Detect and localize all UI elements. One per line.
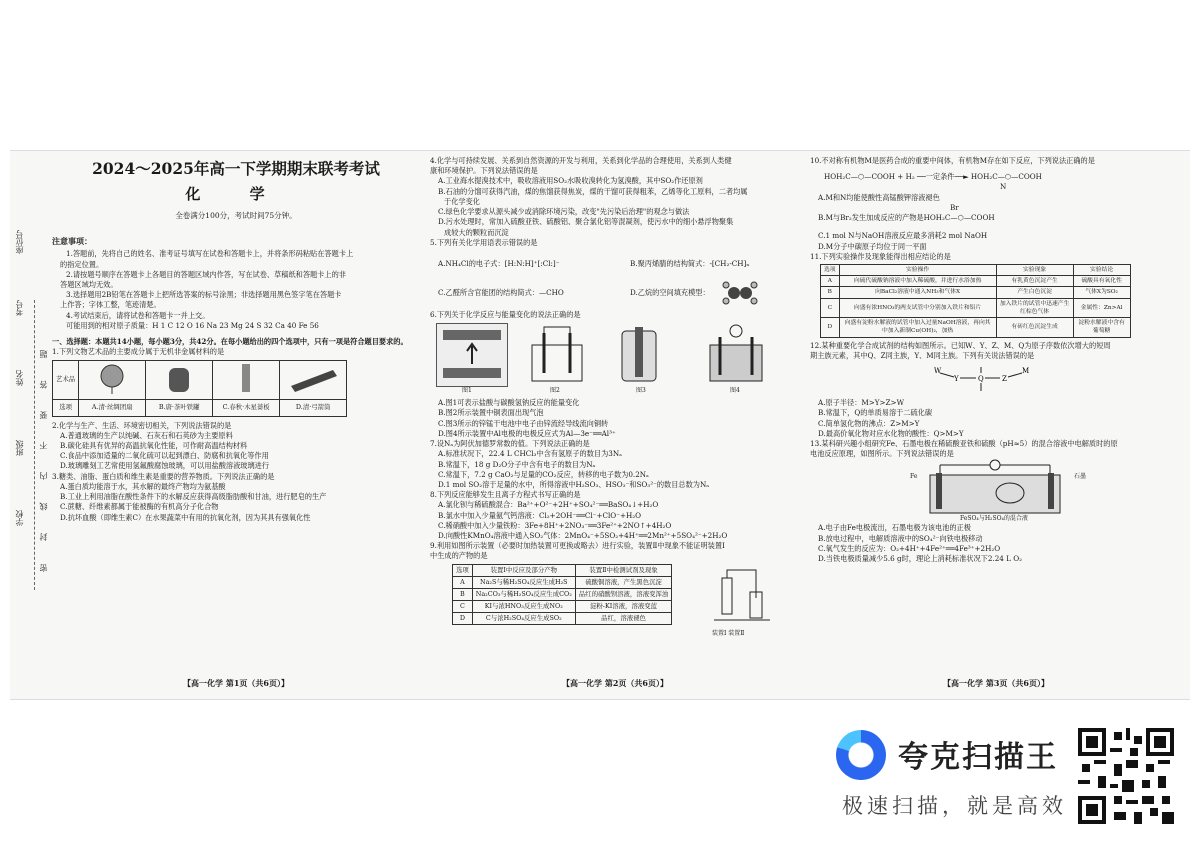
svg-text:Z: Z [1002,374,1007,383]
artifact-jar-image [146,361,213,399]
q2-option: D.玻璃雕刻工艺常使用氢氟酸腐蚀玻璃，可以用盐酸溶液玻璃进行 [60,461,270,471]
question-9-cont: 中生成的产物的是 [430,551,488,561]
q5-option-a: A.NH₄Cl的电子式：[H:N:H]⁺[:Cl:]⁻ [438,258,560,268]
margin-label-school: 学校 [15,510,24,526]
q12-structure-diagram [930,361,1040,395]
q4-option: 成较大的颗粒而沉淀 [444,227,509,237]
q9-header-option: 选项 [453,564,473,576]
question-9: 9.利用如图所示装置（必要时加热装置可更换或略去）进行实验，装置Ⅱ中现象不能证明装置Ⅰ [430,541,725,551]
q9-header-detection: 装置Ⅱ中检测试剂及现象 [575,564,671,576]
note-line: 的指定位置。 [60,259,104,269]
q13-option: B.放电过程中，电解质溶液中的SO₄²⁻向铁电极移动 [818,533,983,543]
q9-table [452,564,672,625]
q11-header: 实验现象 [996,264,1073,275]
q5-option-c: C.乙醛所含官能团的结构简式：—CHO [438,287,564,297]
q12-option: A.原子半径：M>Y>Z>W [818,398,904,408]
q7-option: C.常温下，7.2 g CaO₂与足量的CO₂反应，转移的电子数为0.2Nₐ [438,469,649,479]
fig-4-label: 图4 [730,386,740,394]
page-1-footer: 【高一化学 第1页（共6页）】 [183,678,289,688]
q11-header: 选项 [821,264,840,275]
fig-1-label: 图1 [462,386,472,394]
apparatus-label: 装置Ⅰ 装置Ⅱ [712,629,745,637]
q9-cell: C [453,600,473,612]
question-2: 2.化学与生产、生活、环境密切相关，下列说法错误的是 [52,420,232,430]
q8-option: B.氯水中加入少量氨气钙溶液：Cl₂+2OH⁻══Cl⁻+ClO⁻+H₂O [438,510,642,520]
q2-option: A.普通玻璃的生产以纯碱、石灰石和石英砂为主要原料 [60,430,233,440]
q10-option-b: B.M与Br₂发生加成反应的产物是HOH₂C—⬡—COOH [818,213,995,223]
q5-options-row2 [430,280,800,308]
q3-option: C.蔗糖、纤维素都属于能被酶的有机高分子化合物 [60,502,219,512]
question-6: 6.下列关于化学反应与能量变化的说法正确的是 [430,309,581,319]
q6-option: B.图2所示装置中铜表面出现气泡 [438,408,544,418]
q4-option: 于化学变化 [444,196,480,206]
svg-text:W: W [934,366,942,375]
note-line: 2.请按题号顺序在答题卡上各题目的答题区域内作答，写在试卷、草稿纸和答题卡上的非 [66,269,346,279]
question-4: 4.化学与可持续发展、关系到自然资源的开发与利用，关系到化学品的合理使用，关系到人类健 [430,156,732,165]
q11-header: 实验操作 [839,264,996,275]
page-1 [52,156,420,523]
page-3-footer: 【高一化学 第3页（共6页）】 [943,678,1049,688]
brand-name: 夸克扫描王 [898,740,1058,775]
q11-header: 实验结论 [1073,264,1130,275]
page-2 [430,156,800,642]
q9-cell: 品红，溶液褪色 [575,613,671,625]
seal-text: 密 封 线 内 不 要 答 题 [39,340,48,572]
q8-option: C.稀硝酸中加入少量铁粉：3Fe+8H⁺+2NO₃⁻══3Fe²⁺+2NO↑+4H₂O [438,520,672,530]
electrolysis-cell-figure [696,323,776,385]
exam-subject: 化 学 [185,185,287,203]
energy-diagram-figure [436,323,508,387]
q6-option: D.图4所示装置中Al电极的电极反应式为Al—3e⁻══Al³⁺ [438,428,616,438]
q5-option-d: D.乙烷的空间填充模型： [630,287,710,297]
q13-figure [810,459,1182,523]
q4-option: A.工业海水提溴技术中，吸收溶液用SO₂水吸收溴转化为氢溴酸，其中SO₂作还原剂 [438,176,703,186]
q4-option: D.污水处理时，常加入硫酸亚铁、硫酸铝、聚合氯化铝等混凝剂，使污水中的细小悬浮物聚集 [438,217,734,227]
q11-cell: 向硫代硫酸钠溶液中加入稀硫酸，并进行水浴加热 [839,276,996,287]
q11-cell: 淀粉水解液中含有葡萄糖 [1073,318,1130,337]
q10-option-d: D.M分子中碳原子均位于同一平面 [818,241,927,251]
q13-fe-label: Fe [910,473,918,481]
fig-3-label: 图3 [636,386,646,394]
q13-solution-label: FeSO₄与H₂SO₄的混合液 [960,515,1028,523]
atomic-masses: 可能用到的相对原子质量：H 1 C 12 O 16 Na 23 Mg 24 S 32 Ca 40 Fe 56 [66,320,319,330]
q11-cell: 产生白色沉淀 [996,287,1073,298]
q9-block [430,562,800,642]
q9-cell: B [453,588,473,600]
galvanic-cell-figure [522,323,592,385]
q1-option-c: C.春秋·木星蔷板 [213,399,280,416]
q9-cell: 品红的硝酸钡溶液，溶液变浑浊 [575,588,671,600]
q3-option: A.蛋白质均能溶于水，其水解的最终产物均为氨基酸 [60,481,226,491]
q6-option: A.图1可表示盐酸与碳酸氢钠反应的能量变化 [438,398,580,408]
dry-cell-figure [608,323,678,385]
q10-option-c: C.1 mol N与NaOH溶液反应最多消耗2 mol NaOH [818,231,988,241]
q11-cell: 硫酸具有氧化性 [1073,276,1130,287]
q10-product-label: N [1000,182,1007,192]
q9-header-reaction: 装置Ⅰ中反应及部分产物 [472,564,575,576]
q1-row-label: 艺术品 [53,361,79,399]
binding-margin [14,230,48,590]
ethane-model-icon [720,280,760,306]
question-7: 7.设Nₐ为阿伏加德罗常数的值。下列说法正确的是 [430,439,590,449]
q5-options-row1 [430,250,800,278]
q11-cell: C [821,298,840,317]
q10-equation: HOH₂C—⬡—COOH + H₂ ──一定条件──► HOH₂C—⬡—COOH [824,172,1042,182]
question-13: 13.某科研兴趣小组研究Fe、石墨电极在稀硫酸亚铁和硫酸（pH≈5）的混合溶液中电解质时的原 [810,439,1118,449]
note-line: 上作答；字体工整，笔迹清楚。 [60,300,161,310]
q9-cell: 硫酸铜溶液，产生黑色沉淀 [575,576,671,588]
artifact-fan-image [79,361,146,399]
q10-option-a: A.M和N均能使酸性高锰酸钾溶液褪色 [818,192,940,202]
q12-option: B.常温下，Q的单质易溶于二硫化碳 [818,408,933,418]
q11-cell: 气体X为SO₂ [1073,287,1130,298]
q6-option: C.图3所示的锌锰干电池中电子由锌流经导线流向铜转 [438,418,609,428]
page-2-footer: 【高一化学 第2页（共6页）】 [562,678,668,688]
q12-option: C.简单氢化物的沸点：Z>M>Y [818,418,920,428]
question-3: 3.糖类、油脂、蛋白质和维生素是重要的营养物质。下列说法正确的是 [52,471,275,481]
brand-slogan: 极速扫描，就是高效 [842,794,1067,818]
question-4-cont: 康和环境保护。下列说法错误的是 [430,166,538,176]
q8-option: A.氯化钡与稀硫酸混合：Ba²⁺+O²⁻+2H⁺+SO₄²⁻══BaSO₄↓+H₂O [438,500,659,510]
question-12-cont: 期主族元素，其中Q、Z同主族，Y、M同主族。下列有关说法错误的是 [810,350,1035,360]
q1-option-b: B.唐·茶叶铁罐 [146,399,213,416]
q3-option: B.工业上利用油脂在酸性条件下的水解反应获得高级脂肪酸和甘油，进行肥皂的生产 [60,492,327,502]
quark-logo-icon [836,730,886,780]
q8-option: D.向酸性KMnO₄溶液中通入SO₂气体：2MnO₄⁻+5SO₂+4H⁺══2Mn²⁺+5SO₄²⁻+2H₂O [438,531,728,541]
note-line: 1.答题前，先将自己的姓名、准考证号填写在试卷和答题卡上，并将条形码粘贴在答题卡上 [66,249,354,259]
q11-cell: 向BaCl₂溶液中通入NH₃和气体X [839,287,996,298]
apparatus-figure [712,568,772,630]
margin-label-class: 班级 [15,440,24,456]
q11-cell: D [821,318,840,337]
q9-cell: C与浓H₂SO₄反应生成SO₂ [472,613,575,625]
question-10: 10.不对称有机物M是医药合成的重要中间体，有机物M存在如下反应，下列说法正确的是 [810,156,1095,165]
q10-br-label: Br [950,202,959,212]
q6-figures [430,323,800,395]
q11-cell: 加入铁片的试管中迅速产生红棕色气体 [996,298,1073,317]
question-11: 11.下列实验操作及现象能得出相应结论的是 [810,251,951,261]
q11-table [820,264,1131,338]
question-8: 8.下列反应能够发生且离子方程式书写正确的是 [430,490,581,500]
q4-option: B.石油的分馏可获得汽油，煤的焦馏获得焦炭，煤的干馏可获得粗苯，乙烯等化工原料，二者均属 [438,186,748,196]
q13-option: D.当铁电极质量减少5.6 g时，理论上消耗标准状况下2.24 L O₂ [818,554,1022,564]
q11-cell: A [821,276,840,287]
q1-option-label: 选项 [53,399,79,416]
q11-cell: 有乳黄色沉淀产生 [996,276,1073,287]
margin-label-seat: 座位号 [15,230,24,254]
svg-text:M: M [1022,366,1030,375]
q2-option: C.食品中添加适量的二氧化硫可以起到漂白、防腐和抗氧化等作用 [60,451,269,461]
svg-text:Y: Y [954,374,959,383]
q13-option: C.氧气发生的反应为：O₂+4H⁺+4Fe²⁺══4Fe³⁺+2H₂O [818,543,1001,553]
fuel-cell-figure [920,459,1070,515]
notes-heading: 注意事项： [52,235,92,246]
q4-option: C.绿色化学要求从源头减少或消除环境污染，改变"先污染后治理"的观念与做法 [438,207,690,217]
q9-cell: 淀粉-KI溶液，溶液变蓝 [575,600,671,612]
margin-label-name: 姓名 [15,370,24,386]
fig-2-label: 图2 [550,386,560,394]
q3-option: D.抗坏血酸（即维生素C）在水果蔬菜中有用的抗氧化剂，因为其具有强氧化性 [60,512,311,522]
q7-option: B.常温下，18 g D₂O分子中含有电子的数目为Nₐ [438,459,596,469]
svg-text:Q: Q [978,374,984,383]
q2-option: B.碳化硅具有优异的高温抗氧化性能，可作耐高温结构材料 [60,441,248,451]
question-5: 5.下列有关化学用语表示错误的是 [430,237,538,247]
q13-option: A.电子由Fe电极流出，石墨电极为该电池的正极 [818,523,971,533]
q11-cell: 金属性：Zn>Al [1073,298,1130,317]
q9-cell: Na₂S与稀H₂SO₄反应生成H₂S [472,576,575,588]
note-line: 3.选择题用2B铅笔在答题卡上把所选答案的标号涂黑；非选择题用黑色签字笔在答题卡 [66,290,342,300]
q5-option-b: B.聚丙烯腈的结构简式：-[CH₂-CH]ₙ [630,258,750,268]
section-heading: 一、选择题：本题共14小题，每小题3分，共42分。在每小题给出的四个选项中，只有一项是符合题目要求的。 [52,337,408,347]
exam-info: 全卷满分100分，考试时间75分钟。 [175,211,297,221]
margin-label-id: 考号 [15,300,24,316]
q11-cell: 有砖红色沉淀生成 [996,318,1073,337]
note-line: 4.考试结束后，请将试卷和答题卡一并上交。 [66,310,210,320]
q7-option: D.1 mol SO₂溶于足量的水中，所得溶液中H₂SO₃、HSO₃⁻和SO₃²⁻的数目总数为Nₐ [438,479,710,489]
q11-cell: 向盛有浓HNO₃的两支试管中分别加入铁片和铝片 [839,298,996,317]
artifact-board-image [213,361,280,399]
q11-cell: B [821,287,840,298]
exam-title: 2024～2025年高一下学期期末联考考试 [92,159,380,178]
question-1: 1.下列文物艺术品的主要成分属于无机非金属材料的是 [52,347,225,357]
q1-option-a: A.清·丝绸团扇 [79,399,146,416]
note-line: 答题区域均无效。 [60,279,118,289]
question-12: 12.某种重要化学合成试剂的结构如图所示。已知W、Y、Z、M、Q为原子序数依次增大的短周 [810,340,1111,350]
q1-table [52,360,347,416]
page-3 [810,156,1182,564]
scanner-watermark [836,724,1076,824]
artifact-quiver-image [280,361,347,399]
q11-cell: 向盛有淀粉水解液的试管中加入过量NaOH溶液，再向其中加入新制Cu(OH)₂，加热 [839,318,996,337]
q9-cell: KI与浓HNO₃反应生成NO₂ [472,600,575,612]
q1-option-d: D.清·弓箭筒 [280,399,347,416]
q9-cell: D [453,613,473,625]
q7-option: A.标准状况下，22.4 L CHCl₃中含有氢原子的数目为3Nₐ [438,449,622,459]
q9-cell: Na₂CO₃与稀H₂SO₄反应生成CO₂ [472,588,575,600]
seal-line [34,300,35,590]
question-13-cont: 电池反应原理，如图所示。下列说法错误的是 [810,449,954,459]
q13-graphite-label: 石墨 [1074,473,1087,481]
q9-cell: A [453,576,473,588]
q12-option: D.最高价氧化物对应水化物的酸性：Q>M>Y [818,428,964,438]
qr-code-icon [1078,728,1174,824]
